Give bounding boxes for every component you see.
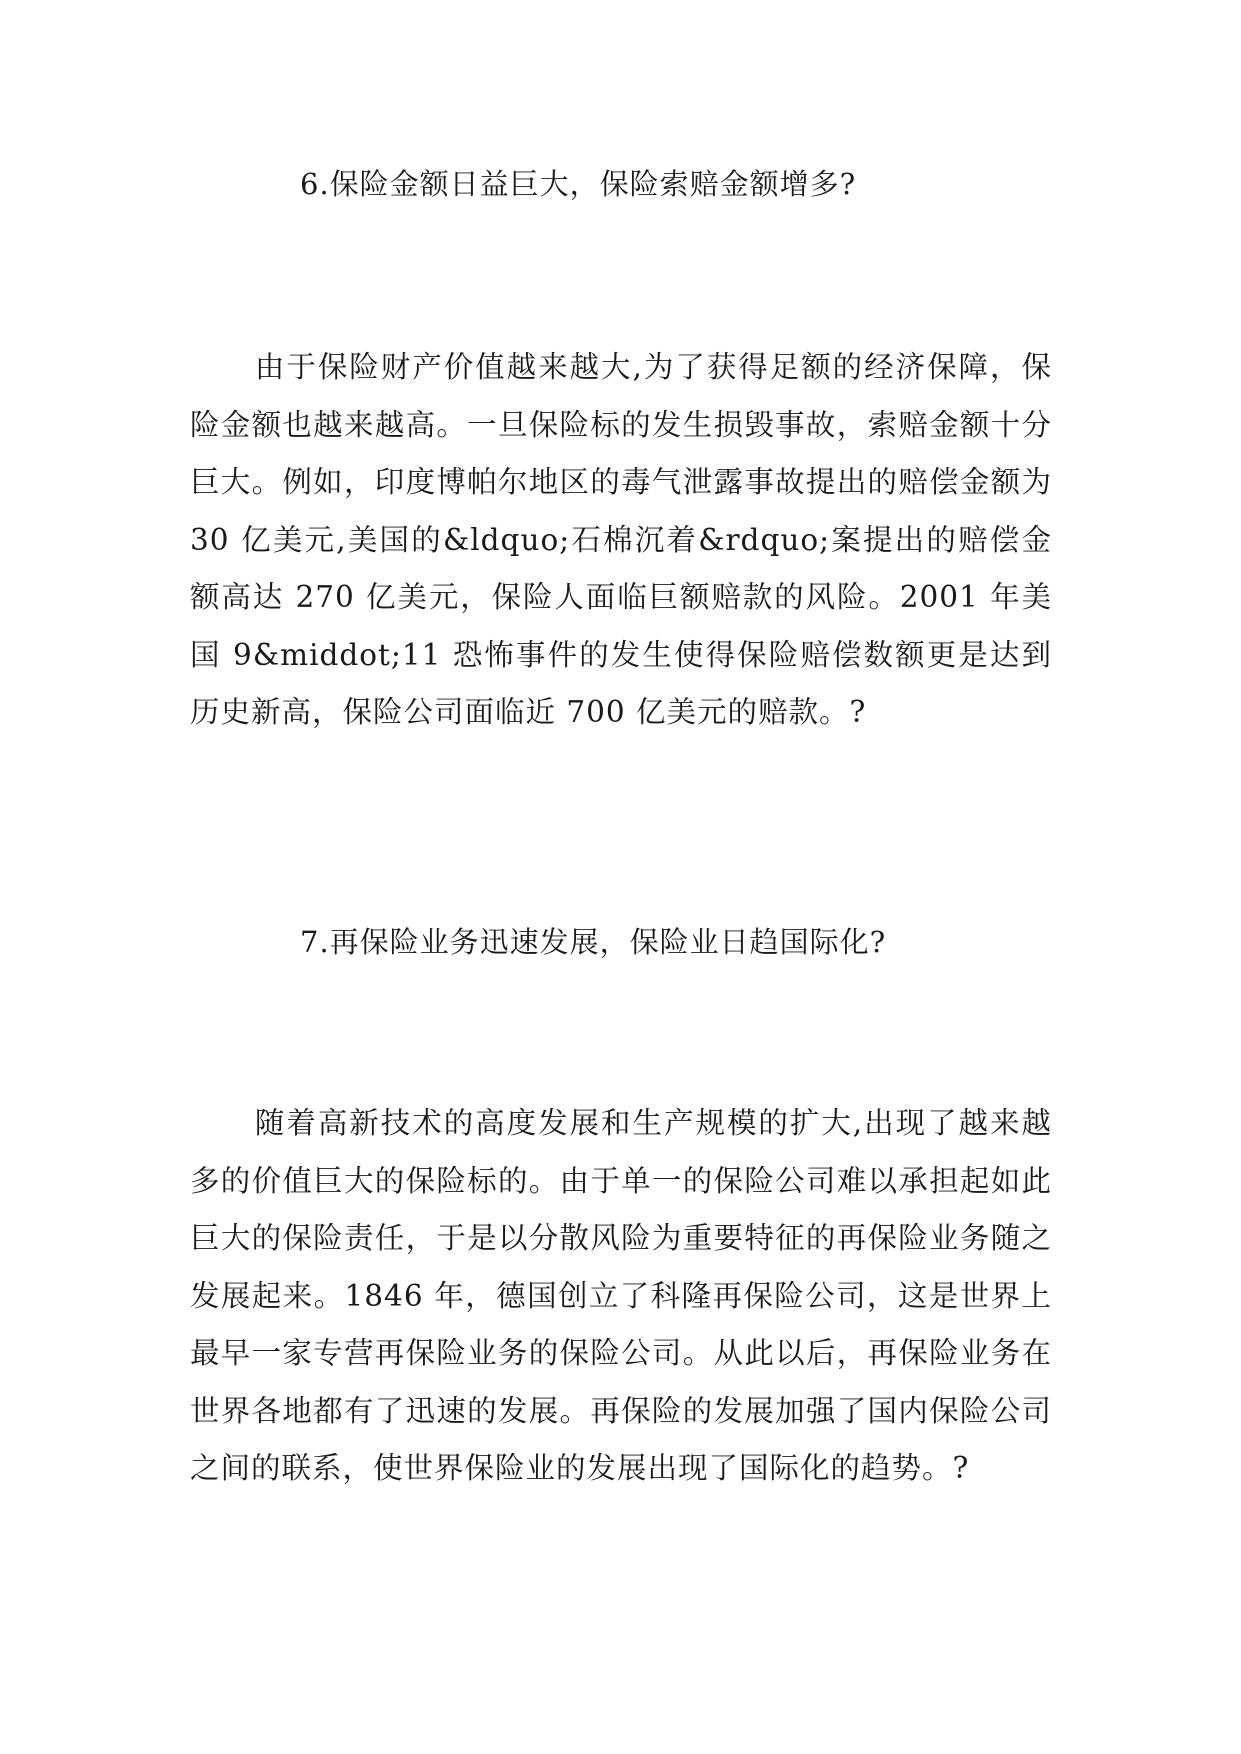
- section-heading-7: 7.再保险业务迅速发展，保险业日趋国际化?: [300, 925, 887, 959]
- section-paragraph-7: 随着高新技术的高度发展和生产规模的扩大,出现了越来越多的价值巨大的保险标的。由于单一的保险公司难以承担起如此巨大的保险责任，于是以分散风险为重要特征的再保险业务随之发展起来。1846 年，德国创立了科隆再保险公司，这是世界上最早一家专营再保险业务的保险公司。从此以后，再保险业务在世界各地都有了迅速的发展。再保险的发展加强了国内保险公司之间的联系，使世界保险业的发展出现了国际化的趋势。?: [190, 1106, 1052, 1485]
- section-heading-6: 6.保险金额日益巨大，保险索赔金额增多?: [300, 167, 857, 201]
- section-paragraph-6: 由于保险财产价值越来越大,为了获得足额的经济保障，保险金额也越来越高。一旦保险标的发生损毁事故，索赔金额十分巨大。例如，印度博帕尔地区的毒气泄露事故提出的赔偿金额为 30 亿美元,美国的&ldquo;石棉沉着&rdquo;案提出的赔偿金额高达 270 亿美元，保险人面临巨额赔款的风险。2001 年美国 9&middot;11 恐怖事件的发生使得保险赔偿数额更是达到历史新高，保险公司面临近 700 亿美元的赔款。?: [190, 350, 1052, 729]
